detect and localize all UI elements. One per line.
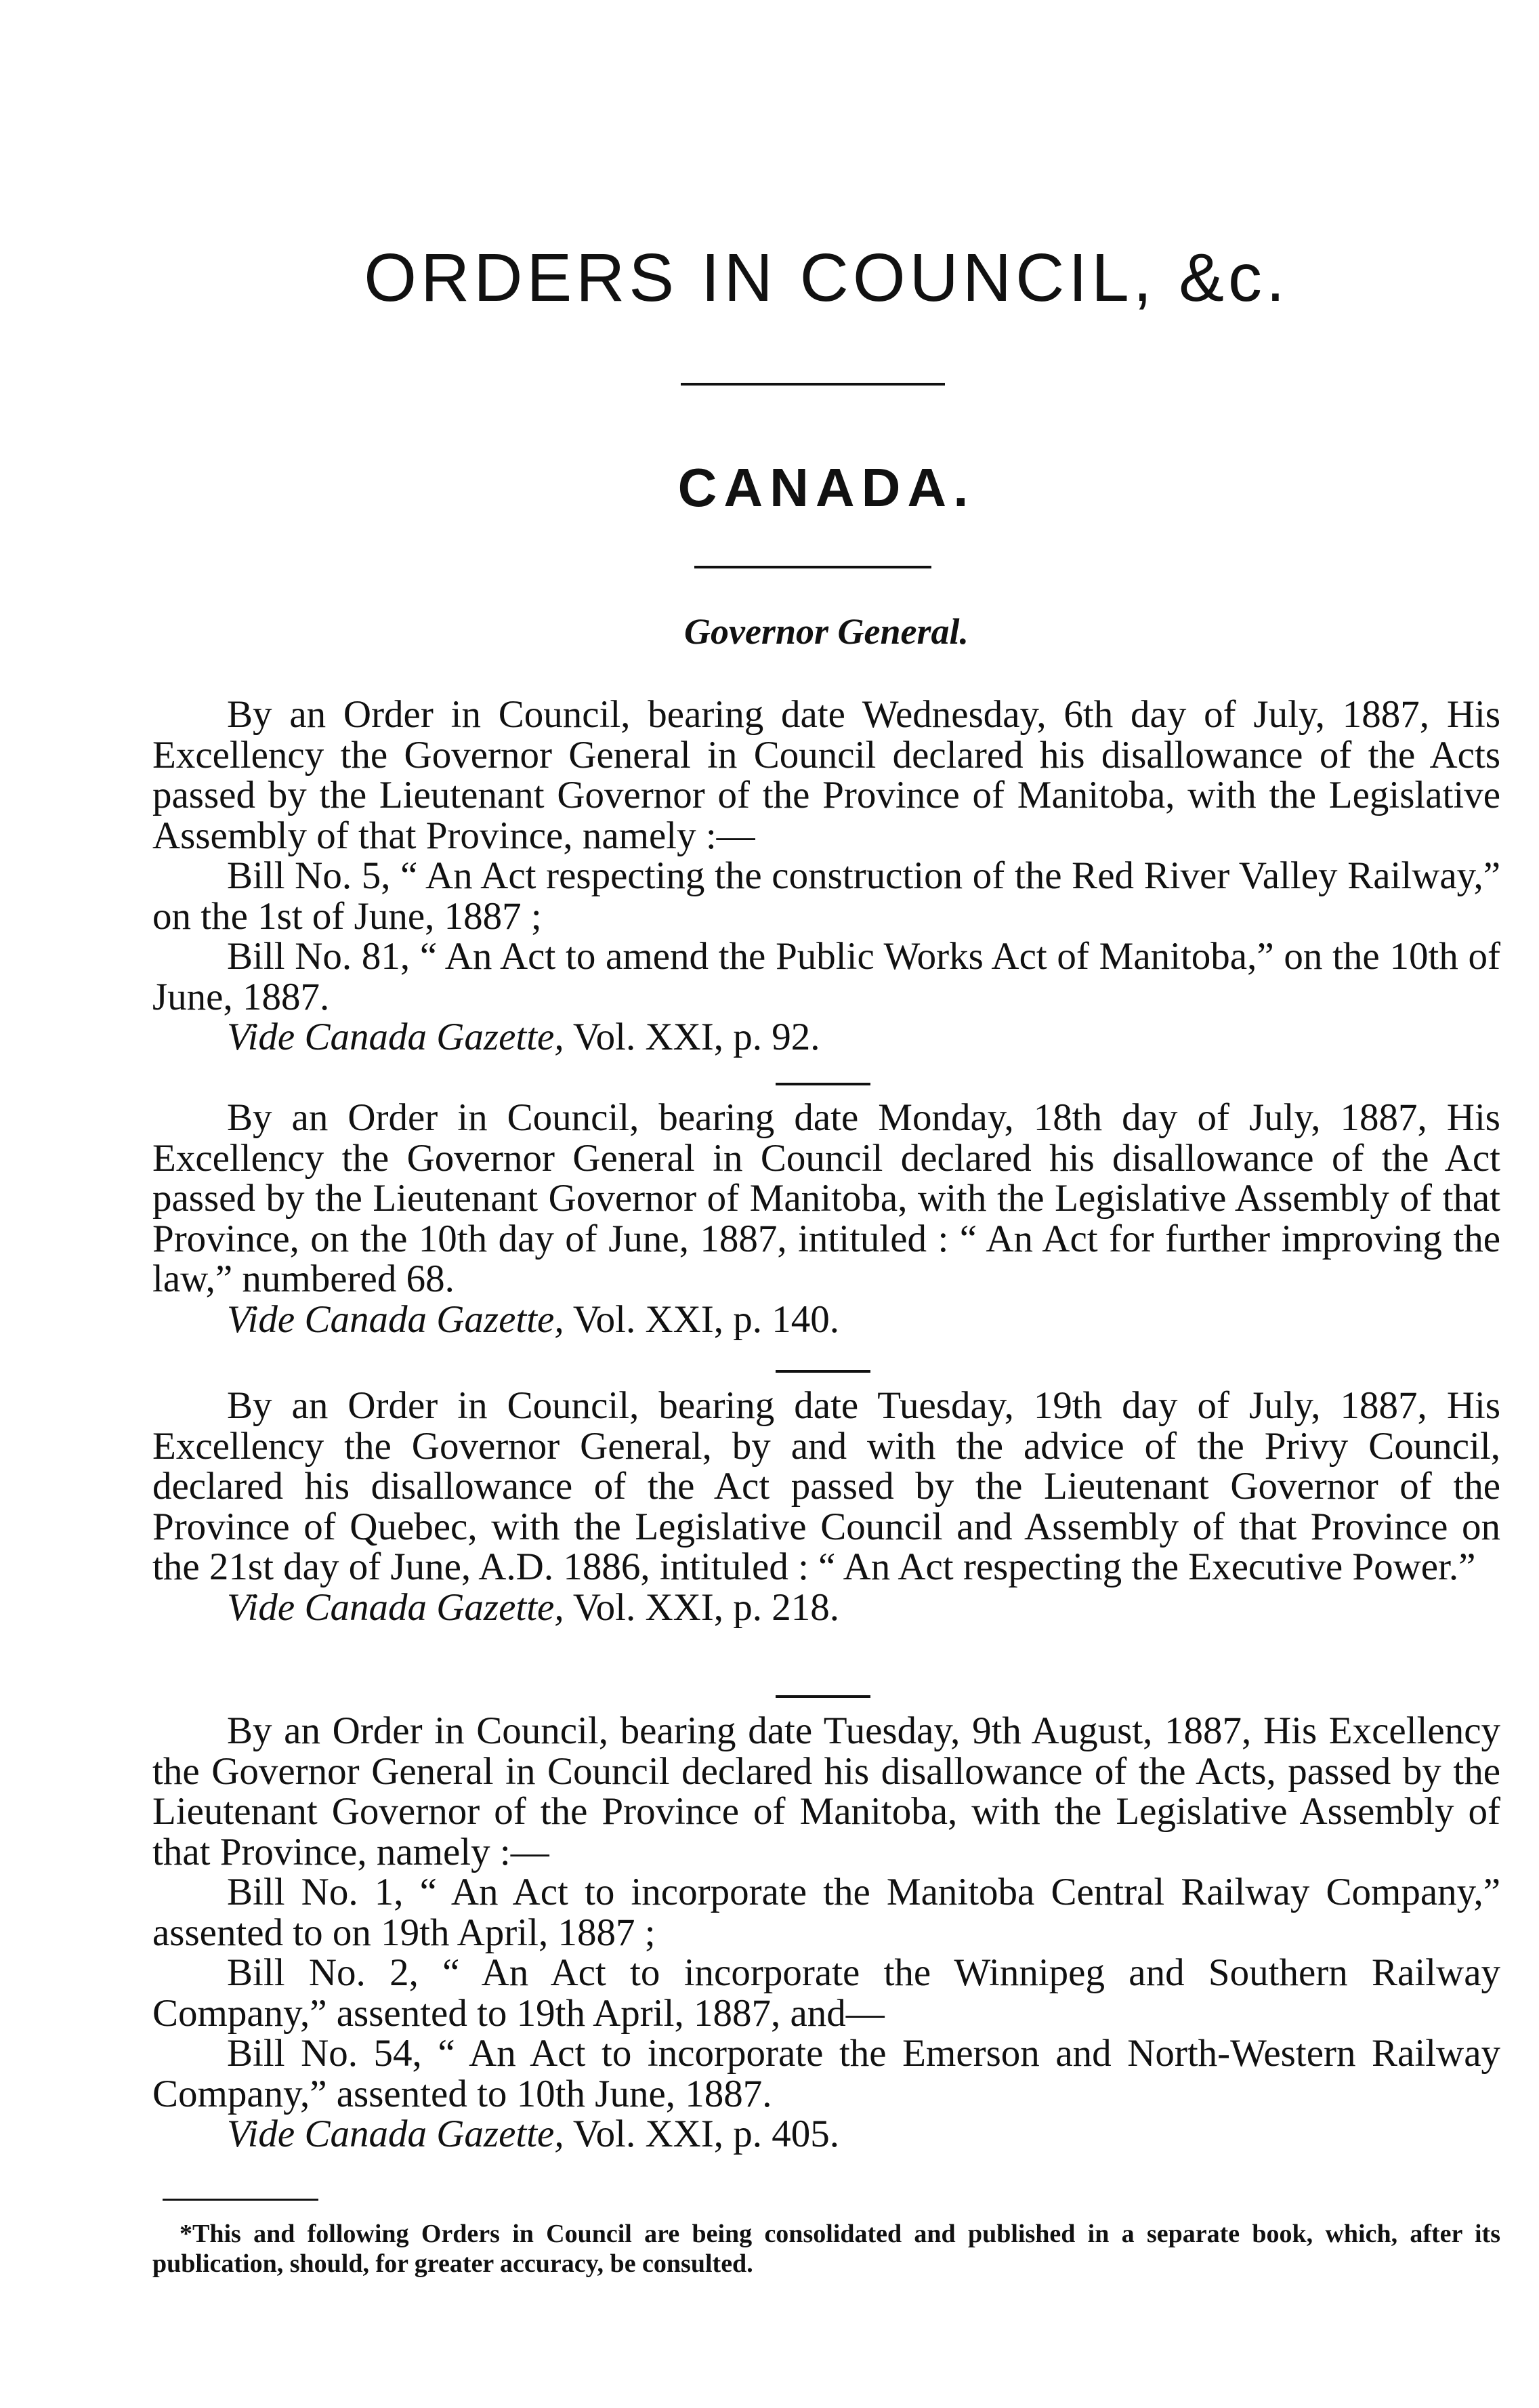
bill-entry: Bill No. 81, “ An Act to amend the Public Works Act of Manitoba,” on the 10th of June, 1887.	[152, 935, 1500, 1018]
document-title: ORDERS IN COUNCIL, &c.	[364, 240, 1289, 316]
order-paragraph: By an Order in Council, bearing date Tuesday, 9th August, 1887, His Excellency the Governor General in Council declared his disallowance of the Acts, passed by the Lieutenant Governor of the Province of Manitoba, with the Legislative Assembly of that Province, namely :—	[152, 1709, 1500, 1873]
bill-entry: Bill No. 1, “ An Act to incorporate the Manitoba Central Railway Company,” assented to on 19th April, 1887 ;	[152, 1871, 1500, 1954]
order-paragraph: By an Order in Council, bearing date Monday, 18th day of July, 1887, His Excellency the Governor General in Council declared his disallowance of the Act passed by the Lieutenant Governor of Manitoba, with the Legislative Assembly of that Province, on the 10th day of June, 1887, intituled : “ An Act for further improving the law,” numbered 68.	[152, 1096, 1500, 1300]
order-section-4	[152, 1711, 1500, 2155]
order-section-3	[152, 1386, 1500, 1627]
citation-source: Vide Canada Gazette,	[227, 1016, 564, 1058]
citation-reference: Vol. XXI, p. 218.	[564, 1585, 840, 1629]
gazette-citation	[152, 2114, 1500, 2155]
footnote-text: *This and following Orders in Council are being consolidated and published in a separate book, which, after its publication, should, for greater accuracy, be consulted.	[152, 2220, 1500, 2278]
footnote	[152, 2219, 1500, 2279]
bill-entry: Bill No. 2, “ An Act to incorporate the Winnipeg and Southern Railway Company,” assented to 19th April, 1887, and—	[152, 1951, 1500, 2035]
order-paragraph: By an Order in Council, bearing date Wednesday, 6th day of July, 1887, His Excellency the Governor General in Council declared his disallowance of the Acts passed by the Lieutenant Governor of the Province of Manitoba, with the Legislative Assembly of that Province, namely :—	[152, 693, 1500, 857]
section-divider	[776, 1695, 870, 1698]
gazette-citation	[152, 1017, 1500, 1058]
gazette-citation	[152, 1300, 1500, 1340]
country-divider	[694, 566, 931, 568]
title-divider	[681, 383, 945, 386]
order-paragraph: By an Order in Council, bearing date Tuesday, 19th day of July, 1887, His Excellency the Governor General, by and with the advice of the Privy Council, declared his disallowance of the Act passed by the Lieutenant Governor of the Province of Quebec, with the Legislative Council and Assembly of that Province on the 21st day of June, A.D. 1886, intituled : “ An Act respecting the Executive Power.”	[152, 1384, 1500, 1588]
bill-entry: Bill No. 54, “ An Act to incorporate the Emerson and North-Western Railway Company,” assented to 10th June, 1887.	[152, 2032, 1500, 2115]
country-heading: CANADA.	[677, 457, 975, 518]
footnote-divider	[163, 2199, 318, 2201]
citation-reference: Vol. XXI, p. 405.	[564, 2113, 840, 2155]
section-divider	[776, 1370, 870, 1373]
citation-source: Vide Canada Gazette,	[227, 2113, 564, 2155]
citation-source: Vide Canada Gazette,	[227, 1298, 564, 1341]
gazette-citation	[152, 1587, 1500, 1628]
citation-reference: Vol. XXI, p. 92.	[564, 1016, 820, 1058]
order-section-1	[152, 694, 1500, 1058]
citation-reference: Vol. XXI, p. 140.	[564, 1298, 840, 1341]
section-divider	[776, 1083, 870, 1085]
order-section-2	[152, 1098, 1500, 1340]
subheading: Governor General.	[684, 611, 969, 652]
citation-source: Vide Canada Gazette,	[227, 1585, 564, 1629]
bill-entry: Bill No. 5, “ An Act respecting the construction of the Red River Valley Railway,” on the 1st of June, 1887 ;	[152, 854, 1500, 938]
